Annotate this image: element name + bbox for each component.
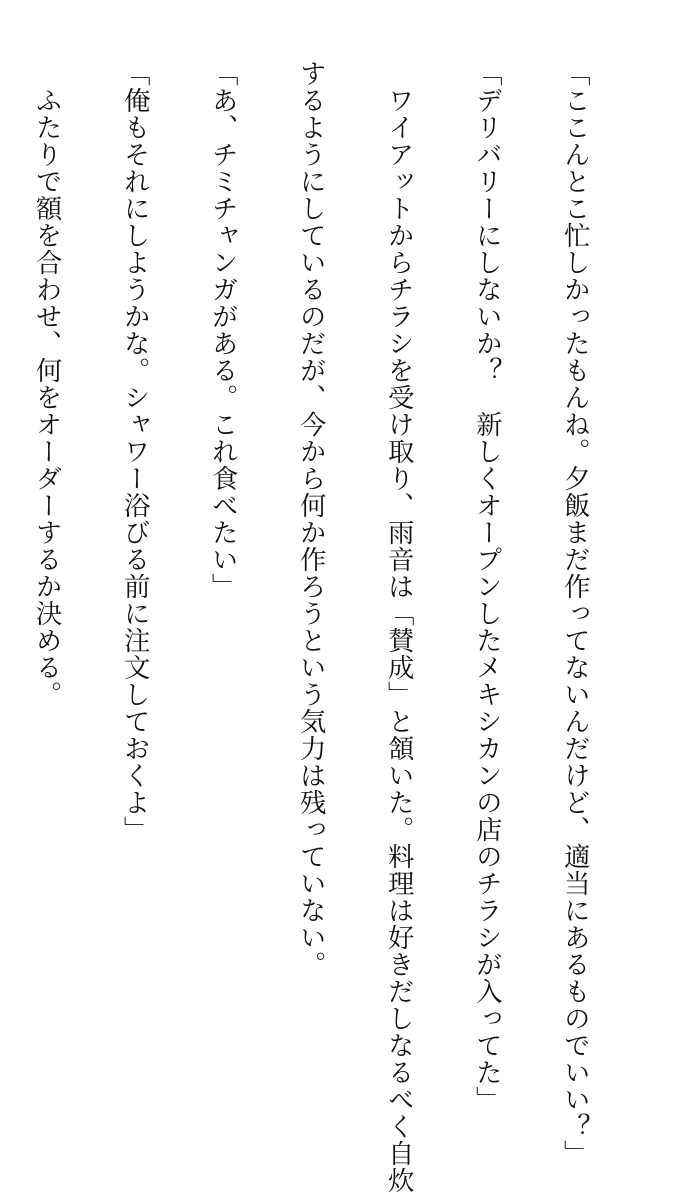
text-line: 「ここんとこ忙しかったもんね。夕飯まだ作ってないんだけど、適当にあるものでいい？」 — [559, 60, 591, 1167]
text-line: 「デリバリーにしないか？ 新しくオープンしたメキシカンの店のチラシが入ってた」 — [471, 60, 503, 1113]
text-line: 「俺もそれにしようかな。シャワー浴びる前に注文しておくよ」 — [119, 60, 151, 843]
text-line: ふたりで額を合わせ、何をオーダーするか決める。 — [31, 60, 63, 708]
text-line: するようにしているのだが、今から何か作ろうという気力は残っていない。 — [295, 60, 327, 978]
vertical-text-body — [0, 60, 648, 1194]
text-line: 「あ、チミチャンガがある。これ食べたい」 — [207, 60, 239, 600]
text-line: ワイアットからチラシを受け取り、雨音は「賛成」と頷いた。料理は好きだしなるべく自炊 — [383, 60, 415, 1194]
